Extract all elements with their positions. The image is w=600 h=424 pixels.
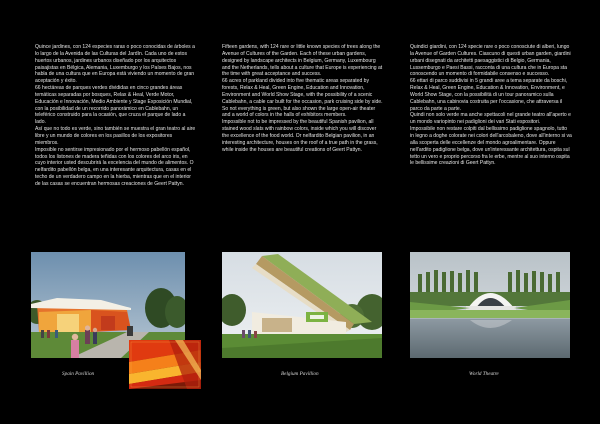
paragraph: Impossible not to be impressed by the beautiful Spanish pavilion, all stained wood slats with rainbow colors, inside which you will discover the excellence of the food world. Or neIfardito Belgian pavilion, in an interesting architecture, houses on the roof of a true path in the grass, while inside the houses are beautiful creations of Geert Pattyn. (222, 119, 378, 153)
belgium-pavilion-caption: Belgium Pavillion (281, 371, 319, 377)
paragraph: Quindici giardini, con 124 specie rare o poco conosciute di alberi, lungo la Avenue of Garden Cultures. Ciascuno di questi urban garden, giardini urbani disegnati da architetti paesaggistici di Belgio, Germania, Lussemburgo e Paesi Bassi, racconta di una cultura che in Europa sta conoscendo un momento di formidabile consenso e successo. (410, 44, 571, 78)
spain-pavilion-caption: Spain Pavillion (62, 371, 95, 377)
text-column-italian (410, 44, 572, 167)
paragraph: Quince jardines, con 124 especies raras o poco conocidas de árboles a lo largo de la Avenida de las Culturas del Jardín. Cada uno de estos huertos urbanos, jardines urbanos diseñado por los arquitectos paisajistas en Bélgica, Alemania, Luxemburgo y los Países Bajos, nos habla de una cultura que en Europa está viviendo un momento de gran aceptación y éxito. (35, 44, 195, 85)
paragraph: Fifteen gardens, with 124 rare or little known species of trees along the Avenue of Cultures of the Garden. Each of these urban gardens, designed by landscape architects in Belgium, Germany, Luxembourg and the Netherlands, tells about a culture that Europe is experiencing at the time with great acceptance and success. (222, 44, 383, 78)
text-column-spanish (35, 44, 197, 188)
paragraph: So not everything is green, but also shown the large open-air theater and a world of colors in the halls of exhibitors members. (222, 105, 376, 119)
paragraph: Imposible no sentirse impresionado por el hermoso pabellón español, todos los listones de madera teñidas con los colores del arco iris, en cuyo interior usted descubrirá la excelencia del mundo de alimentos. O neIfardito pabellón belga, en una interesante arquitectura, casas en el techo de un verdadero campo en la hierba, mientras que en el interior de las casas se encuentran hermosas creaciones de Geert Pattyn. (35, 146, 194, 187)
paragraph: 66 acres of parkland divided into five thematic areas separated by forests, Relax & Heal, Green Engine, Education and Innovation, Environment and World Show Stage, with the possibility of a scenic Cablebahn, a cable car built for the occasion, park cruising side by side. (222, 78, 383, 105)
text-column-english (222, 44, 384, 154)
world-theatre-caption: World Theatre (469, 371, 499, 377)
rainbow-slats-detail-photo (129, 340, 201, 389)
paragraph: Así que no todo es verde, sino también se muestra el gran teatro al aire libre y un mundo de colores en los pasillos de los expositores miembros. (35, 126, 196, 146)
world-theatre-photo (410, 252, 570, 358)
belgium-pavilion-photo (222, 252, 382, 358)
paragraph: Quindi non solo verde ma anche spettacoli nel grande teatro all'aperto e un mondo variopinto nei padiglioni dei vari Stati espositori. (410, 112, 571, 126)
paragraph: 66 hectáreas de parques verdes divididas en cinco grandes áreas temáticas separadas por bosques, Relax & Heal, Verde Motor, Educación e Innovación, Medio Ambiente y Stage Exposición Mundial, con la posibilidad de un recorrido panorámico en Cablebahn, un teleférico construido para la ocasión, que cruza el parque de lado a lado. (35, 85, 193, 126)
paragraph: 66 ettari di parco suddivisi in 5 grandi aree a tema separate da boschi, Relax & Heal, Green Engine, Education & Innovation, Environment, e World Show Stage, con la possibilità di un tour panoramico sulla Cablebahn, una cabinovia costruita per l'occasione, che attraversa il parco da parte a parte. (410, 78, 568, 112)
paragraph: Impossibile non restare colpiti dal bellissimo padiglione spagnolo, tutto in legno a doghe colorate nei colori dell'arcobaleno, dove all'interno si va alla scoperta delle eccellenze del mondo agroalimentare. Oppure nell'ardito padiglione belga, dove un'interessante architettura, ospita sul tetto un vero e proprio percorso fra le erbe, mentre al suo interno ospita le bellissime creazioni di Geert Pattyn. (410, 126, 572, 167)
